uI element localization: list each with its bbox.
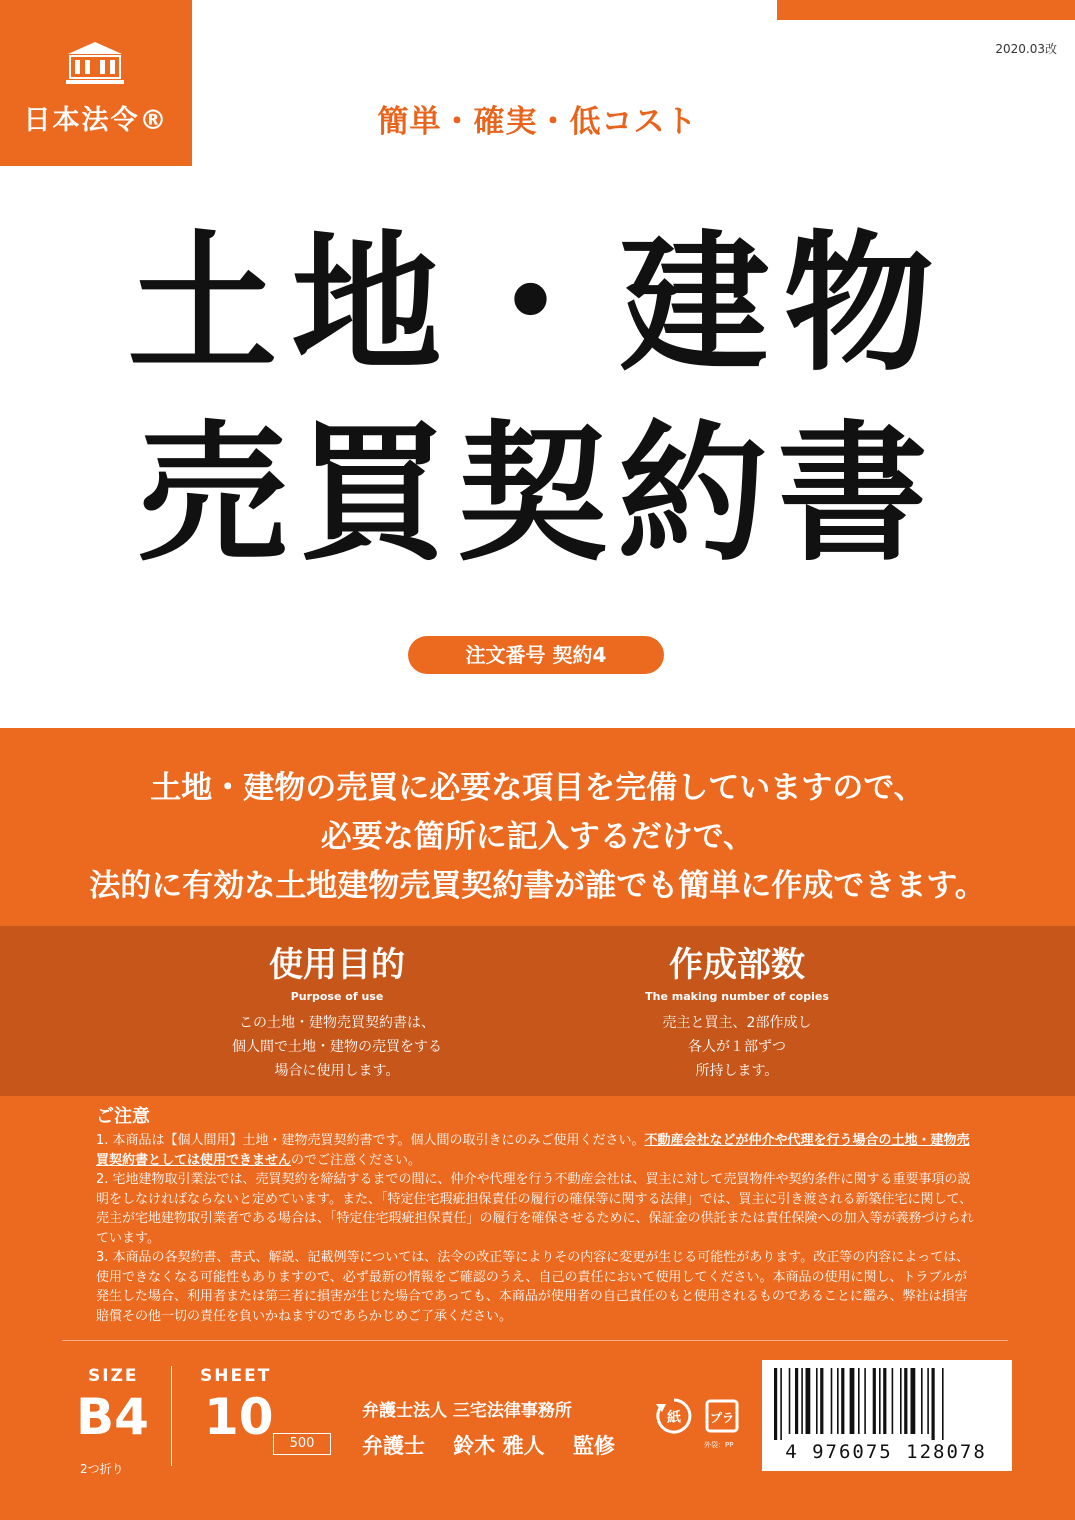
size-value: B4 (76, 1388, 149, 1446)
purpose-line-2: 個人間で土地・建物の売買をする (232, 1039, 442, 1055)
tagline: 簡単・確実・低コスト (377, 104, 698, 140)
revision-date: 2020.03改 (995, 42, 1057, 56)
footer-separator (171, 1366, 172, 1466)
title-line-2: 売買契約書 (137, 408, 938, 582)
logo-text: 日本法令® (23, 105, 169, 136)
sheet-value: 10 (204, 1388, 274, 1446)
copies-line-1: 売主と買主、2部作成し (662, 1015, 812, 1031)
purpose-line-3: 場合に使用します。 (274, 1063, 400, 1079)
notice-item-2: 2. 宅地建物取引業法では、売買契約を締結するまでの間に、仲介や代理を行う不動産会社は、買主に対して売買物件や契約条件に関する重要事項の説明をしなければならないと定めています。また、「特定住宅瑕疵担保責任の履行の確保等に関する法律」では、買主に引き渡される新築住宅に関して、売主が宅地建物取引業者である場合は、「特定住宅瑕疵担保責任」の履行を確保させるために、保証金の供託または責任保険への加入等が義務づけられています。 (96, 1172, 974, 1246)
law-firm-name: 弁護士法人 三宅法律事務所 (362, 1401, 572, 1421)
purpose-section (117, 926, 557, 1083)
purpose-title: 使用目的 (269, 945, 405, 985)
plastic-mark-text: プラ (709, 1411, 735, 1425)
building-emblem-icon (62, 40, 128, 86)
copies-title: 作成部数 (669, 945, 805, 985)
purpose-line-1: この土地・建物売買契約書は、 (239, 1015, 435, 1031)
sheet-label: SHEET (200, 1366, 272, 1386)
copies-section (517, 926, 957, 1083)
notice-item-1 (96, 1131, 976, 1170)
barcode-number: 4 976075 128078 (785, 1441, 987, 1463)
title-line-1: 土地・建物 (127, 218, 948, 392)
description-line-3: 法的に有効な土地建物売買契約書が誰でも簡単に作成できます。 (89, 868, 986, 904)
notice-title: ご注意 (96, 1106, 150, 1127)
copies-line-2: 各人が１部ずつ (688, 1039, 786, 1055)
description-line-2: 必要な箇所に記入するだけで、 (320, 819, 755, 855)
paper-mark-text: 紙 (667, 1410, 681, 1426)
copies-line-3: 所持します。 (695, 1063, 779, 1079)
plastic-recycle-icon (702, 1396, 742, 1436)
supervisor-name: 弁護士 鈴木 雅人 監修 (362, 1434, 615, 1458)
notice-section (96, 1102, 976, 1326)
size-note: 2つ折り (80, 1462, 124, 1476)
description-line-1: 土地・建物の売買に必要な項目を完備していますので、 (150, 770, 925, 806)
top-accent-strip (777, 0, 1075, 20)
notice-item-1-warning: 不動産会社などが仲介や代理を行う場合の土地・建物売買契約書としては使用できません (96, 1133, 970, 1168)
copies-subtitle: The making number of copies (645, 990, 829, 1003)
notice-item-3: 3. 本商品の各契約書、書式、解説、記載例等については、法令の改正等によりその内容に変更が生じる可能性があります。改正等の内容によっては、使用できなくなる可能性もありますので、必ず最新の情報をご確認のうえ、自己の責任において使用してください。本商品の使用に関し、トラブルが発生した場合、利用者または第三者に損害が生じた場合であっても、本商品が使用者の自己責任のもと使用されるものであることに鑑み、弊社は損害賠償その他一切の責任を負いかねますのであらかじめご了承ください。 (96, 1250, 970, 1324)
purpose-subtitle: Purpose of use (290, 990, 384, 1003)
order-number-badge: 注文番号 契約4 (408, 636, 664, 674)
barcode-icon (774, 1368, 1000, 1440)
footer-divider (62, 1340, 1008, 1341)
sheet-box-value: 500 (273, 1433, 331, 1455)
paper-recycle-icon (654, 1396, 694, 1436)
material-label: 外袋：PP (704, 1441, 734, 1449)
notice-item-1-end: のでご注意ください。 (291, 1152, 422, 1168)
notice-item-1-text: 1. 本商品は【個人間用】土地・建物売買契約書です。個人間の取引きにのみご使用ください。 (96, 1133, 645, 1148)
size-label: SIZE (88, 1366, 139, 1386)
